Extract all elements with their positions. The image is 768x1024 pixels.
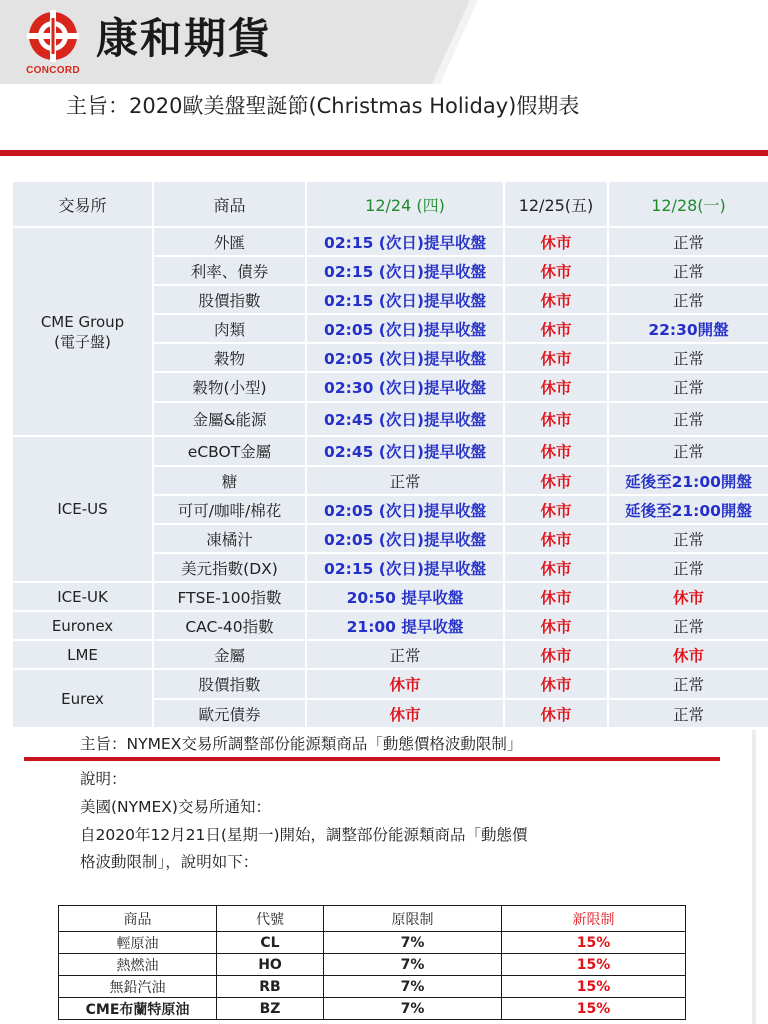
status-cell-d3: 正常 [608, 256, 768, 285]
holiday-schedule-table [11, 180, 768, 729]
table-row [59, 932, 686, 954]
status-cell-d1: 02:15 (次日)提早收盤 [306, 227, 504, 256]
exchange-cell [12, 611, 153, 640]
exchange-name: LME [67, 645, 98, 664]
product-cell: 金屬&能源 [153, 402, 306, 436]
limit-product-cell: 熱燃油 [59, 954, 217, 976]
col-header-date-1225: 12/25(五) [504, 181, 608, 227]
status-cell-d3: 正常 [608, 343, 768, 372]
limit-code-cell: BZ [217, 998, 324, 1020]
table-row [59, 954, 686, 976]
status-cell-d3: 正常 [608, 227, 768, 256]
product-cell: eCBOT金屬 [153, 436, 306, 466]
limit-old-cell: 7% [324, 932, 502, 954]
status-cell-d1: 02:05 (次日)提早收盤 [306, 343, 504, 372]
table-row [12, 582, 768, 611]
product-cell: 利率、債券 [153, 256, 306, 285]
exchange-cell [12, 227, 153, 436]
status-cell-d1: 20:50 提早收盤 [306, 582, 504, 611]
status-cell-d3: 正常 [608, 611, 768, 640]
product-cell: 股價指數 [153, 669, 306, 699]
note-line: 自2020年12月21日(星期一)開始，調整部份能源類商品「動態價 [80, 826, 528, 844]
status-cell-d3: 正常 [608, 699, 768, 728]
status-cell-d3: 正常 [608, 372, 768, 402]
status-cell-d1: 正常 [306, 640, 504, 669]
exchange-cell [12, 669, 153, 728]
status-cell-d1: 21:00 提早收盤 [306, 611, 504, 640]
exchange-name: (電子盤) [54, 332, 111, 351]
limit-new-cell: 15% [502, 976, 686, 998]
status-cell-d2: 休市 [504, 611, 608, 640]
table-row [12, 227, 768, 256]
product-cell: 肉類 [153, 314, 306, 343]
status-cell-d2: 休市 [504, 669, 608, 699]
status-cell-d2: 休市 [504, 524, 608, 553]
status-cell-d2: 休市 [504, 640, 608, 669]
price-limit-table [58, 905, 686, 1020]
exchange-name: Eurex [61, 689, 104, 708]
col-header-date-1228: 12/28(一) [608, 181, 768, 227]
status-cell-d2: 休市 [504, 343, 608, 372]
product-cell: 股價指數 [153, 285, 306, 314]
product-cell: 凍橘汁 [153, 524, 306, 553]
title-divider [0, 150, 768, 156]
section2-divider [24, 757, 720, 761]
status-cell-d3: 延後至21:00開盤 [608, 495, 768, 524]
status-cell-d2: 休市 [504, 256, 608, 285]
status-cell-d1: 休市 [306, 699, 504, 728]
table-row [12, 436, 768, 466]
limit-table-wrapper [58, 905, 685, 1020]
note-line: 說明： [80, 770, 127, 788]
product-cell: 金屬 [153, 640, 306, 669]
product-cell: 外匯 [153, 227, 306, 256]
page-title: 主旨：2020歐美盤聖誕節(Christmas Holiday)假期表 [66, 94, 580, 118]
limit-old-cell: 7% [324, 976, 502, 998]
status-cell-d2: 休市 [504, 582, 608, 611]
limit-code-cell: CL [217, 932, 324, 954]
status-cell-d2: 休市 [504, 285, 608, 314]
limit-col-new: 新限制 [502, 906, 686, 932]
table-row [12, 640, 768, 669]
concord-logo-icon [22, 8, 84, 64]
status-cell-d3: 正常 [608, 285, 768, 314]
status-cell-d2: 休市 [504, 553, 608, 582]
status-cell-d3: 22:30開盤 [608, 314, 768, 343]
table-header-row [12, 181, 768, 227]
status-cell-d1: 02:30 (次日)提早收盤 [306, 372, 504, 402]
logo-chinese-text: 康和期貨 [96, 14, 273, 63]
limit-new-cell: 15% [502, 932, 686, 954]
col-header-exchange: 交易所 [12, 181, 153, 227]
exchange-cell [12, 640, 153, 669]
status-cell-d2: 休市 [504, 436, 608, 466]
product-cell: 美元指數(DX) [153, 553, 306, 582]
limit-product-cell: 輕原油 [59, 932, 217, 954]
status-cell-d1: 02:15 (次日)提早收盤 [306, 553, 504, 582]
table-row [12, 611, 768, 640]
status-cell-d1: 02:15 (次日)提早收盤 [306, 256, 504, 285]
logo-english-text: CONCORD [26, 65, 80, 76]
table-row [59, 976, 686, 998]
product-cell: 穀物 [153, 343, 306, 372]
col-header-product: 商品 [153, 181, 306, 227]
status-cell-d1: 02:15 (次日)提早收盤 [306, 285, 504, 314]
limit-code-cell: HO [217, 954, 324, 976]
limit-code-cell: RB [217, 976, 324, 998]
note-line: 格波動限制」，說明如下： [80, 853, 259, 871]
product-cell: CAC-40指數 [153, 611, 306, 640]
exchange-name: ICE-US [57, 500, 108, 518]
exchange-cell [12, 436, 153, 582]
page-header [0, 0, 768, 84]
status-cell-d3: 休市 [608, 582, 768, 611]
status-cell-d2: 休市 [504, 699, 608, 728]
product-cell: 糖 [153, 466, 306, 495]
limit-col-code: 代號 [217, 906, 324, 932]
status-cell-d3: 正常 [608, 669, 768, 699]
exchange-name: CME Group [40, 312, 125, 331]
status-cell-d1: 正常 [306, 466, 504, 495]
table-row [12, 669, 768, 699]
status-cell-d3: 正常 [608, 402, 768, 436]
limit-col-old: 原限制 [324, 906, 502, 932]
limit-new-cell: 15% [502, 954, 686, 976]
holiday-table-wrapper [11, 180, 768, 729]
status-cell-d3: 延後至21:00開盤 [608, 466, 768, 495]
table-row [59, 998, 686, 1020]
product-cell: 穀物(小型) [153, 372, 306, 402]
limit-header-row [59, 906, 686, 932]
note-line: 美國(NYMEX)交易所通知： [80, 798, 271, 816]
status-cell-d2: 休市 [504, 314, 608, 343]
status-cell-d3: 正常 [608, 524, 768, 553]
status-cell-d3: 正常 [608, 553, 768, 582]
status-cell-d1: 02:45 (次日)提早收盤 [306, 436, 504, 466]
limit-product-cell: CME布蘭特原油 [59, 998, 217, 1020]
status-cell-d1: 02:05 (次日)提早收盤 [306, 495, 504, 524]
status-cell-d1: 02:05 (次日)提早收盤 [306, 524, 504, 553]
status-cell-d1: 02:05 (次日)提早收盤 [306, 314, 504, 343]
status-cell-d2: 休市 [504, 495, 608, 524]
limit-product-cell: 無鉛汽油 [59, 976, 217, 998]
product-cell: 歐元債券 [153, 699, 306, 728]
status-cell-d2: 休市 [504, 466, 608, 495]
exchange-cell [12, 582, 153, 611]
status-cell-d2: 休市 [504, 372, 608, 402]
status-cell-d2: 休市 [504, 402, 608, 436]
limit-new-cell: 15% [502, 998, 686, 1020]
limit-old-cell: 7% [324, 954, 502, 976]
exchange-name: ICE-UK [57, 587, 108, 606]
limit-old-cell: 7% [324, 998, 502, 1020]
section2-title: 主旨：NYMEX交易所調整部份能源類商品「動態價格波動限制」 [80, 735, 523, 753]
product-cell: FTSE-100指數 [153, 582, 306, 611]
col-header-date-1224: 12/24 (四) [306, 181, 504, 227]
status-cell-d2: 休市 [504, 227, 608, 256]
status-cell-d3: 休市 [608, 640, 768, 669]
limit-col-product: 商品 [59, 906, 217, 932]
status-cell-d1: 02:45 (次日)提早收盤 [306, 402, 504, 436]
exchange-name: Euronex [51, 616, 114, 635]
status-cell-d1: 休市 [306, 669, 504, 699]
page-edge-shadow [752, 730, 756, 1024]
status-cell-d3: 正常 [608, 436, 768, 466]
product-cell: 可可/咖啡/棉花 [153, 495, 306, 524]
